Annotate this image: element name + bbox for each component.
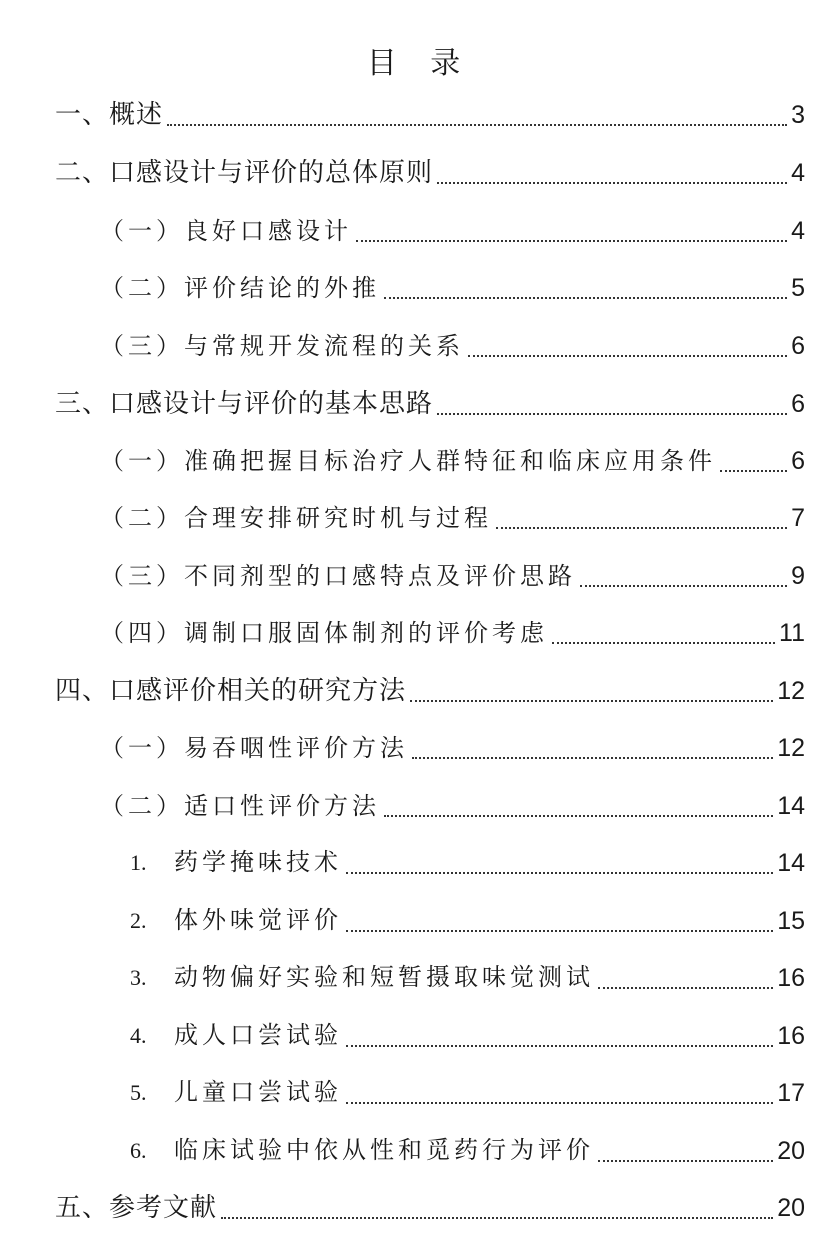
toc-entry-label: 三、口感设计与评价的基本思路 <box>55 389 434 419</box>
toc-page-number: 6 <box>791 390 805 418</box>
dot-leader <box>384 815 773 817</box>
toc-entry-general-principles[interactable] <box>55 153 805 193</box>
dot-leader <box>356 240 787 242</box>
toc-entry-label: 一、概述 <box>55 100 164 130</box>
toc-entry-label: （二）合理安排研究时机与过程 <box>100 504 492 532</box>
toc-entry-label: （一）准确把握目标治疗人群特征和临床应用条件 <box>100 447 716 475</box>
toc-item-number: 3. <box>130 965 147 990</box>
dot-leader <box>437 182 787 184</box>
dot-leader <box>468 355 787 357</box>
dot-leader <box>496 527 787 529</box>
toc-entry-label: 成人口尝试验 <box>174 1021 342 1049</box>
dot-leader <box>598 1160 773 1162</box>
dot-leader <box>346 930 773 932</box>
toc-entry-label: （一）良好口感设计 <box>100 217 352 245</box>
toc-subentry[interactable] <box>100 786 805 826</box>
dot-leader <box>346 872 773 874</box>
toc-entry-overview[interactable] <box>55 95 805 135</box>
toc-item-number: 1. <box>130 850 147 875</box>
toc-item[interactable] <box>130 1131 805 1171</box>
toc-item[interactable] <box>130 901 805 941</box>
toc-page-number: 4 <box>791 217 805 245</box>
toc-entry-label: 体外味觉评价 <box>174 906 342 934</box>
toc-entry-research-methods[interactable] <box>55 671 805 711</box>
toc-entry-label: 临床试验中依从性和觅药行为评价 <box>174 1136 594 1164</box>
toc-subentry[interactable] <box>100 728 805 768</box>
toc-page-number: 6 <box>791 332 805 360</box>
toc-page-number: 12 <box>777 677 805 705</box>
toc-item[interactable] <box>130 958 805 998</box>
toc-entry-label: 四、口感评价相关的研究方法 <box>55 676 407 706</box>
toc-item-text <box>130 842 342 883</box>
toc-entry-label: （二）适口性评价方法 <box>100 792 380 820</box>
toc-page-number: 14 <box>777 792 805 820</box>
toc-page-number: 20 <box>777 1137 805 1165</box>
toc-entry-label: 二、口感设计与评价的总体原则 <box>55 158 434 188</box>
toc-item-text <box>130 900 342 941</box>
toc-page-number: 20 <box>777 1194 805 1222</box>
toc-page-number: 17 <box>777 1079 805 1107</box>
toc-entry-label: （四）调制口服固体制剂的评价考虑 <box>100 619 548 647</box>
toc-page-number: 5 <box>791 274 805 302</box>
toc-item-number: 4. <box>130 1023 147 1048</box>
toc-page-number: 7 <box>791 504 805 532</box>
toc-page-number: 4 <box>791 159 805 187</box>
dot-leader <box>412 757 773 759</box>
toc-page-number: 16 <box>777 964 805 992</box>
toc-entry-label: （三）不同剂型的口感特点及评价思路 <box>100 562 576 590</box>
toc-entry-label: （二）评价结论的外推 <box>100 274 380 302</box>
toc-subentry[interactable] <box>100 326 805 366</box>
toc-page-number: 12 <box>777 734 805 762</box>
toc-subentry[interactable] <box>100 211 805 251</box>
toc-page-number: 6 <box>791 447 805 475</box>
dot-leader <box>720 470 787 472</box>
toc-entry-label: 药学掩味技术 <box>174 848 342 876</box>
toc-page-number: 3 <box>791 101 805 129</box>
toc-item-number: 2. <box>130 908 147 933</box>
toc-entry-references[interactable] <box>55 1188 805 1228</box>
toc-item-number: 6. <box>130 1138 147 1163</box>
dot-leader <box>410 700 773 702</box>
dot-leader <box>437 413 787 415</box>
dot-leader <box>384 297 787 299</box>
dot-leader <box>167 124 787 126</box>
toc-entry-basic-approach[interactable] <box>55 384 805 424</box>
toc-entry-label: 动物偏好实验和短暂摄取味觉测试 <box>174 963 594 991</box>
toc-item[interactable] <box>130 1073 805 1113</box>
toc-subentry[interactable] <box>100 268 805 308</box>
dot-leader <box>346 1045 773 1047</box>
dot-leader <box>598 987 773 989</box>
toc-entry-label: （一）易吞咽性评价方法 <box>100 734 408 762</box>
toc-item-text <box>130 1130 594 1171</box>
toc-item-text <box>130 1072 342 1113</box>
toc-item-text <box>130 1015 342 1056</box>
toc-subentry[interactable] <box>100 498 805 538</box>
toc-entry-label: 儿童口尝试验 <box>174 1078 342 1106</box>
toc-subentry[interactable] <box>100 613 805 653</box>
toc-page-number: 15 <box>777 907 805 935</box>
toc-page-number: 9 <box>791 562 805 590</box>
dot-leader <box>221 1217 773 1219</box>
toc-page-number: 14 <box>777 849 805 877</box>
toc-item-text <box>130 957 594 998</box>
page-title: 目 录 <box>366 46 473 81</box>
toc-page-number: 11 <box>779 619 805 647</box>
dot-leader <box>346 1102 773 1104</box>
toc-entry-label: （三）与常规开发流程的关系 <box>100 332 464 360</box>
toc-item[interactable] <box>130 843 805 883</box>
toc-page-number: 16 <box>777 1022 805 1050</box>
toc-item[interactable] <box>130 1016 805 1056</box>
toc-subentry[interactable] <box>100 556 805 596</box>
dot-leader <box>552 642 775 644</box>
toc-subentry[interactable] <box>100 441 805 481</box>
toc-entry-label: 五、参考文献 <box>55 1193 218 1223</box>
toc-item-number: 5. <box>130 1080 147 1105</box>
dot-leader <box>580 585 787 587</box>
